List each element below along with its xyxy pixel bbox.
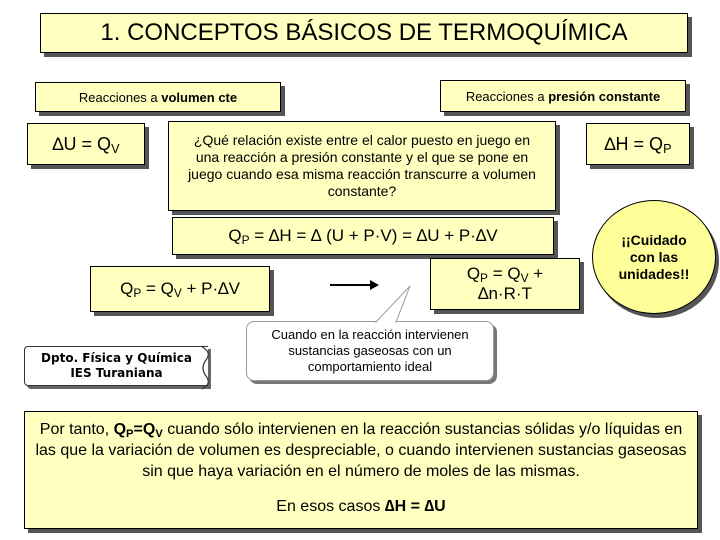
volume-header: Reacciones a volumen cte bbox=[78, 89, 238, 105]
delta-u-formula: $\Delta U = Q_V$ bbox=[52, 133, 120, 156]
question-box bbox=[168, 121, 556, 211]
callout-text: Cuando en la reacción intervienen sustancias gaseosas con un comportamiento ideal bbox=[271, 327, 469, 374]
left-equation-box bbox=[90, 266, 270, 312]
main-equation-box bbox=[172, 217, 554, 255]
right-equation: $Q_P = Q_V$ + ∆n·R·T bbox=[466, 264, 544, 303]
delta-u-box bbox=[27, 123, 145, 165]
callout-pointer-icon bbox=[372, 285, 412, 323]
caution-text: ¡¡Cuidado con las unidades!! bbox=[618, 231, 690, 282]
question-text: ¿Qué relación existe entre el calor puesto en juego en una reacción a presión constante y el que se pone en juego cuando esa misma reacción transcurre a volumen constante? bbox=[188, 132, 536, 199]
left-equation: $Q_P = Q_V + P\cdot\Delta V$ bbox=[120, 279, 240, 300]
caution-ellipse bbox=[592, 200, 716, 314]
main-equation: $Q_P = \Delta H$ = ∆ (U + P·V) = ∆U + P·∆V bbox=[228, 226, 498, 247]
department-label: Dpto. Física y Química IES Turaniana bbox=[41, 351, 192, 380]
right-equation-box bbox=[430, 258, 580, 310]
conclusion-text: Por tanto, $Q_P=Q_V$ cuando sólo intervienen en la reacción sustancias sólidas y/o líquidas en las que la variación de volumen es despreciable, o cuando intervienen sustancias gaseosas sin que haya variación en el número de moles de las mismas. bbox=[35, 421, 687, 480]
delta-h-formula: $\Delta H = Q_P$ bbox=[604, 133, 672, 156]
delta-h-box bbox=[586, 123, 690, 165]
conclusion-final: En esos casos ∆H = ∆U bbox=[276, 498, 446, 515]
volume-header-box bbox=[35, 82, 281, 112]
title-box bbox=[40, 13, 688, 53]
scroll-curl-icon bbox=[200, 346, 214, 390]
callout-box bbox=[246, 321, 494, 381]
pressure-header: Reacciones a presión constante bbox=[465, 88, 661, 104]
pressure-header-box bbox=[440, 80, 686, 112]
conclusion-box bbox=[24, 411, 698, 529]
page-title: 1. CONCEPTOS BÁSICOS DE TERMOQUÍMICA bbox=[100, 19, 628, 46]
department-box bbox=[24, 346, 208, 386]
